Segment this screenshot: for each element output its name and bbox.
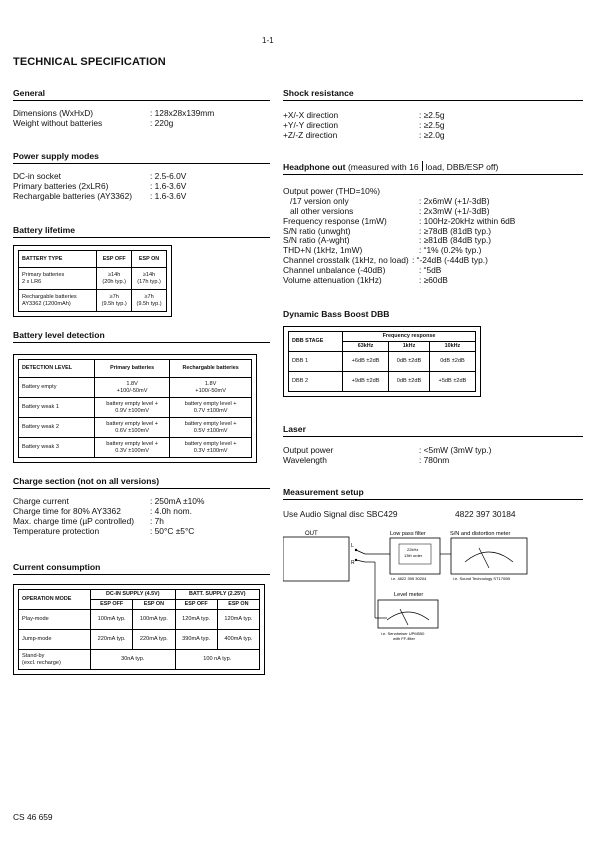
spec-row: Primary batteries (2xLR6) : 1.6-3.6V [13,180,187,191]
spec-row: S/N ratio (A-wght) : ≥81dB (84dB typ.) [283,235,492,246]
level-meter-box [378,600,438,628]
shock-section [283,88,583,140]
spec-row: Output power : <5mW (3mW typ.) [283,445,492,455]
table-row: DBB 1 +6dB ±2dB 0dB ±2dB 0dB ±2dB [289,352,476,372]
level-note: i.e. Sennheiser UPM550 [381,631,425,636]
spec-row: all other versions : 2x3mW (+1/-3dB) [290,205,490,216]
sn-meter-box [451,538,527,574]
ohm-glyph [422,161,423,171]
charge-title: Charge section (not on all versions) [13,476,270,489]
lpf-order: 13th order [404,553,423,558]
table-row: DBB 2 +9dB ±2dB 0dB ±2dB +5dB ±2dB [289,372,476,392]
spec-row: Rechargable batteries (AY3362) : 1.6-3.6V [13,190,187,201]
general-title: General [13,88,270,101]
current-table: OPERATION MODE DC-IN SUPPLY (4.5V) BATT. SUPPLY (2.25V) ESP OFF ESP ON ESP OFF ESP ON Play-mode 100mA typ. 100mA typ. 120mA typ. 120mA typ. Jump-mode 220mA typ. 220mA typ. 390mA typ. 400mA typ. Stand-by (excl. recharge) 30nA typ. 100 nA typ. [18,589,260,670]
lifetime-title: Battery lifetime [13,225,270,238]
table-row: Primary batteries 2 x LR6 ≥14h (20h typ.) ≥14h (17h typ.) [19,268,167,290]
dbb-section [283,309,583,397]
table-row: Battery weak 3 battery empty level + 0.3V ±100mV battery empty level + 0.3V ±100mV [19,438,252,458]
table-row: Battery weak 2 battery empty level + 0.6V ±100mV battery empty level + 0.5V ±100mV [19,418,252,438]
measurement-section [283,487,583,519]
power-title: Power supply modes [13,151,270,164]
table-row: Rechargable batteries AY3362 (1200mAh) ≥7h (9.5h typ.) ≥7h (9.5h typ.) [19,290,167,312]
lifetime-section [13,225,270,317]
meter-scale-icon [465,552,513,562]
level-table-frame [13,354,257,463]
spec-row: Output power (THD=10%) [283,186,381,196]
spec-row: Volume attenuation (1kHz) : ≥60dB [283,275,448,286]
meter-needle-icon [479,548,489,568]
document-code: CS 46 659 [13,812,53,822]
table-row: Jump-mode 220mA typ. 220mA typ. 390mA typ. 400mA typ. [19,630,260,650]
charge-section [13,476,270,536]
lifetime-table: BATTERY TYPE ESP OFF ESP ON Primary batteries 2 x LR6 ≥14h (20h typ.) ≥14h (17h typ.) Rechargable batteries AY3362 (1200mAh) ≥7h (9.5h typ.) ≥7h (9.5h typ.) [18,250,167,312]
table-row: Play-mode 100mA typ. 100mA typ. 120mA typ. 120mA typ. [19,610,260,630]
lpf-title: Low pass filter [390,531,426,537]
l-label: L [351,543,354,549]
headphone-section [283,161,583,285]
sn-title: S/N and distortion meter [450,531,511,537]
spec-row: +X/-X direction : ≥2.5g [283,110,445,120]
page-title: TECHNICAL SPECIFICATION [13,56,166,68]
switch-arm [356,550,365,554]
switch-arm [356,560,365,562]
level-meter-title: Level meter [394,592,424,598]
spec-row: S/N ratio (unwght) : ≥78dB (81dB typ.) [283,225,492,236]
current-table-frame [13,584,265,675]
spec-row: /17 version only : 2x6mW (+1/-3dB) [290,195,490,206]
out-box [283,537,349,581]
out-label: OUT [305,531,318,537]
headphone-title: Headphone out (measured with 16 load, DBB/ESP off) [283,161,583,175]
laser-title: Laser [283,424,583,437]
level-section [13,330,270,463]
laser-section [283,424,583,465]
table-row: Stand-by (excl. recharge) 30nA typ. 100 nA typ. [19,650,260,670]
spec-row: Wavelength : 780nm [283,454,450,465]
lpf-note: i.e. 4822 395 30204 [391,576,427,581]
spec-row: THD+N (1kHz, 1mW) : “1% (0.2% typ.) [283,245,482,256]
spec-row: Max. charge time (µP controlled) : 7h [13,515,164,526]
spec-row: Dimensions (WxHxD) : 128x28x139mm [13,108,215,118]
spec-row: Use Audio Signal disc SBC429 4822 397 30184 [283,509,516,519]
sn-note: i.e. Sound Technology ST1700B [453,576,511,581]
level-title: Battery level detection [13,330,270,343]
spec-row: Charge current : 250mA ±10% [13,496,205,506]
r-label: R [351,560,355,566]
measurement-diagram [283,528,543,648]
table-row: Battery empty 1.8V +100/-50mV 1.8V +100/-50mV [19,378,252,398]
dbb-table: DBB STAGE Frequency response 63kHz 1kHz 10kHz DBB 1 +6dB ±2dB 0dB ±2dB 0dB ±2dB DBB 2 +9dB ±2dB 0dB ±2dB +5dB ±2dB [288,331,476,392]
dbb-title: Dynamic Bass Boost DBB [283,309,390,319]
spec-row: DC-in socket : 2.5-6.0V [13,171,187,181]
spec-row: Temperature protection : 50°C ±5°C [13,525,195,536]
spec-row: Weight without batteries : 220g [13,117,174,128]
current-title: Current consumption [13,562,270,575]
spec-row: +Y/-Y direction : ≥2.5g [283,119,445,130]
meter-needle-icon [400,609,408,625]
spec-row: Channel crosstalk (1kHz, no load) : “-24dB (-44dB typ.) [283,255,488,266]
dbb-table-frame [283,326,481,397]
page-number: 1-1 [262,36,274,45]
spec-row: +Z/-Z direction : ≥2.0g [283,129,445,140]
meter-scale-icon [387,612,429,620]
table-row: Battery weak 1 battery empty level + 0.9V ±100mV battery empty level + 0.7V ±100mV [19,398,252,418]
spec-row: Channel unbalance (-40dB) : “5dB [283,265,442,276]
spec-row: Charge time for 80% AY3362 : 4.0h nom. [13,505,192,516]
lifetime-table-frame [13,245,172,317]
power-section [13,151,270,201]
level-note: with FF-filter [393,636,415,641]
current-section [13,562,270,675]
lpf-freq: 22kHz [407,547,419,552]
measurement-title: Measurement setup [283,487,583,500]
shock-title: Shock resistance [283,88,583,101]
spec-row: Frequency response (1mW) : 100Hz-20kHz within 6dB [283,215,516,226]
general-section [13,88,270,128]
level-table: DETECTION LEVEL Primary batteries Rechargable batteries Battery empty 1.8V +100/-50mV 1.8V +100/-50mV Battery weak 1 battery empty level + 0.9V ±100mV battery empty level + 0.7V ±100mV Battery weak 2 battery empty level + 0.6V ±100mV battery empty level + 0.5V ±100mV Battery weak 3 battery empty level + 0.3V ±100mV battery empty level + 0.3V ±100mV [18,359,252,458]
